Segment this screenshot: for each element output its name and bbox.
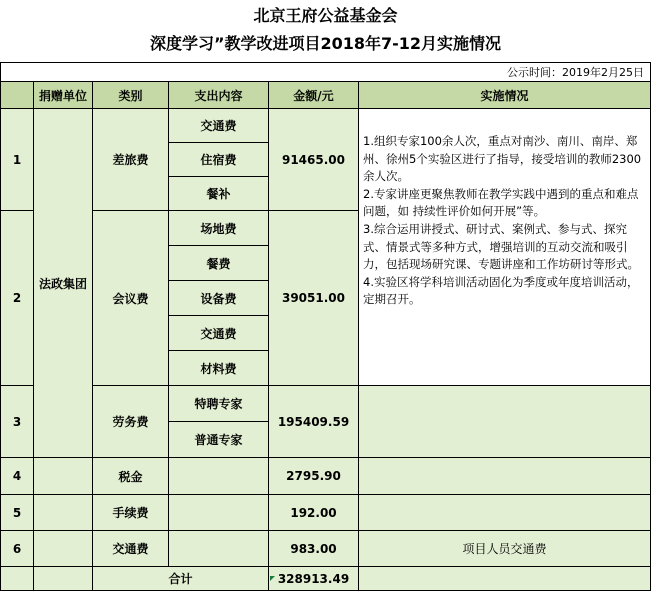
row-number: 3	[1, 386, 34, 458]
table-row	[1, 458, 651, 495]
total-row	[1, 567, 651, 591]
expense-table	[0, 62, 651, 591]
item-cell	[169, 495, 269, 531]
item-cell: 普通专家	[169, 422, 269, 458]
header-row	[1, 82, 651, 109]
item-cell	[169, 531, 269, 567]
description-item: 3.综合运用讲授式、研讨式、案例式、参与式、探究式、情景式等多种方式，增强培训的互动交流和吸引力，包括现场研究课、专题讲座和工作坊研讨等形式。	[363, 221, 639, 272]
item-cell	[169, 458, 269, 495]
org-title: 北京王府公益基金会	[253, 6, 398, 25]
row-number: 6	[1, 531, 34, 567]
empty-cell	[1, 567, 34, 591]
amount-cell: 39051.00	[269, 211, 359, 386]
total-label: 合计	[93, 567, 269, 591]
empty-cell	[359, 495, 651, 531]
donor-cell-continued	[34, 495, 93, 531]
description-item: 1.组织专家100余人次，重点对南沙、南川、南岸、郑州、徐州5个实验区进行了指导，接受培训的教师2300余人次。	[363, 134, 642, 184]
empty-cell	[359, 386, 651, 458]
implementation-description	[359, 109, 651, 386]
empty-cell	[359, 458, 651, 495]
header-cell-content: 支出内容	[169, 82, 269, 109]
header-cell-amount: 金额/元	[269, 82, 359, 109]
donor-cell-continued	[34, 458, 93, 495]
cell-comment-marker-icon	[270, 576, 275, 581]
item-cell: 设备费	[169, 281, 269, 316]
donor-cell-continued	[34, 567, 93, 591]
donor-cell-continued	[34, 531, 93, 567]
table-row	[1, 109, 651, 143]
category-cell: 会议费	[93, 211, 169, 386]
amount-cell: 983.00	[269, 531, 359, 567]
row-number: 1	[1, 109, 34, 211]
donor-cell: 法政集团	[34, 109, 93, 458]
notice-row	[1, 63, 651, 82]
header-cell-donor: 捐赠单位	[34, 82, 93, 109]
item-cell: 场地费	[169, 211, 269, 246]
row-number: 4	[1, 458, 34, 495]
title-block	[0, 0, 651, 62]
row-number: 2	[1, 211, 34, 386]
total-amount: 328913.49	[269, 567, 359, 591]
header-cell-no	[1, 82, 34, 109]
category-cell: 交通费	[93, 531, 169, 567]
item-cell: 住宿费	[169, 143, 269, 177]
item-cell: 材料费	[169, 351, 269, 386]
table-row	[1, 495, 651, 531]
row-number: 5	[1, 495, 34, 531]
amount-cell: 192.00	[269, 495, 359, 531]
amount-cell: 195409.59	[269, 386, 359, 458]
category-cell: 差旅费	[93, 109, 169, 211]
notice-date: 公示时间：2019年2月25日	[1, 63, 651, 82]
category-cell: 税金	[93, 458, 169, 495]
item-cell: 交通费	[169, 316, 269, 351]
category-cell: 手续费	[93, 495, 169, 531]
note-cell: 项目人员交通费	[359, 531, 651, 567]
header-cell-status: 实施情况	[359, 82, 651, 109]
amount-cell: 91465.00	[269, 109, 359, 211]
item-cell: 特聘专家	[169, 386, 269, 422]
project-title: 深度学习”教学改进项目2018年7-12月实施情况	[149, 34, 502, 53]
amount-cell: 2795.90	[269, 458, 359, 495]
description-item: 2.专家讲座更聚焦教师在教学实践中遇到的重点和难点问题，如 持续性评价如何开展”等。	[363, 186, 639, 219]
item-cell: 餐补	[169, 177, 269, 211]
table-row	[1, 386, 651, 422]
item-cell: 交通费	[169, 109, 269, 143]
item-cell: 餐费	[169, 246, 269, 281]
description-item: 4.实验区将学科培训活动固化为季度或年度培训活动，定期召开。	[363, 274, 639, 307]
empty-cell	[359, 567, 651, 591]
category-cell: 劳务费	[93, 386, 169, 458]
header-cell-category: 类别	[93, 82, 169, 109]
table-row	[1, 531, 651, 567]
